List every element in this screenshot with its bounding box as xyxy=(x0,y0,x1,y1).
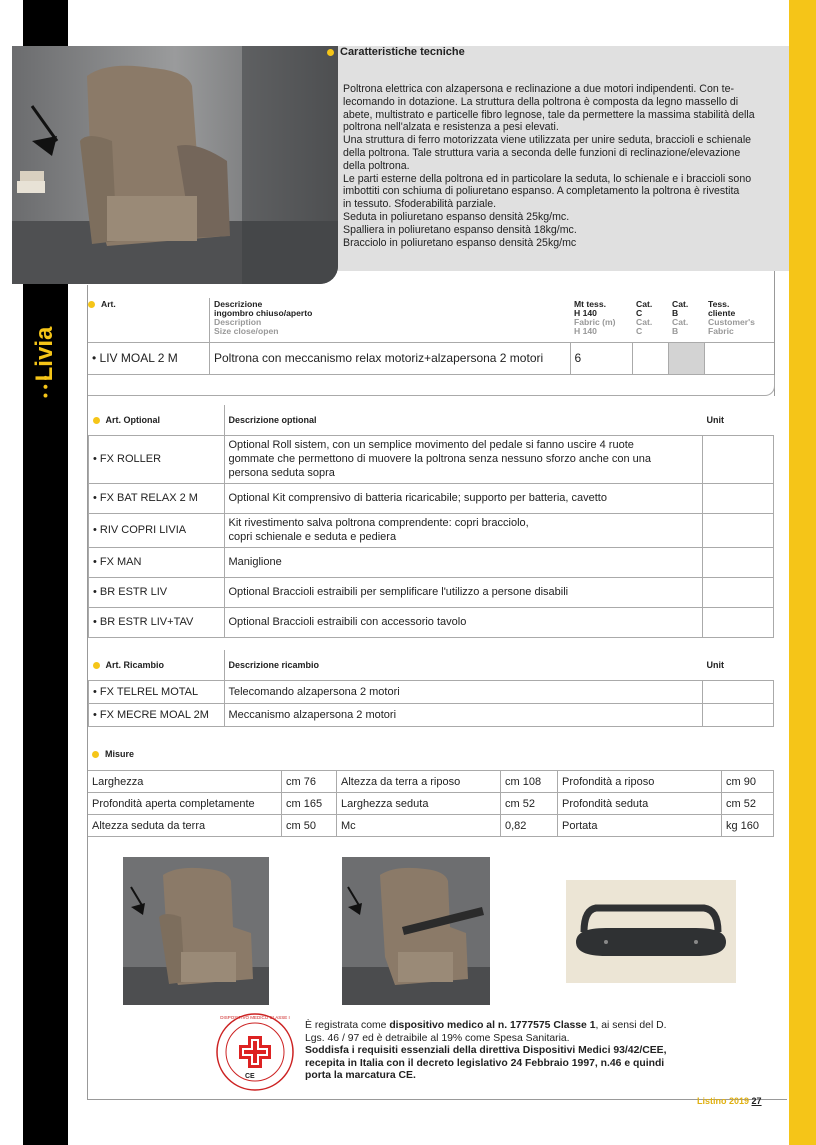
misure-value: cm 165 xyxy=(282,793,337,815)
bullet-dot-icon xyxy=(93,662,100,669)
row-unit xyxy=(703,547,774,577)
misure-label: Profondità seduta xyxy=(558,793,722,815)
table-row xyxy=(88,342,774,374)
listino-label: Listino 2019 xyxy=(697,1096,750,1106)
table-row xyxy=(88,771,774,793)
right-yellow-bar xyxy=(789,0,816,1145)
header-desc-optional: Descrizione optional xyxy=(224,405,703,435)
row-cat-c xyxy=(632,342,668,374)
ricambio-header xyxy=(89,650,774,680)
photo-chair-remote xyxy=(123,857,269,1005)
row-description: Maniglione xyxy=(224,547,703,577)
misure-table xyxy=(88,770,774,837)
row-code: • BR ESTR LIV xyxy=(89,577,225,607)
photo-chair-table xyxy=(342,857,490,1005)
misure-label: Altezza da terra a riposo xyxy=(337,771,501,793)
misure-label: Larghezza seduta xyxy=(337,793,501,815)
row-description: Optional Kit comprensivo di batteria ricaricabile; supporto per batteria, cavetto xyxy=(224,483,703,513)
bullet-dot-icon xyxy=(88,301,95,308)
misure-label: Larghezza xyxy=(88,771,282,793)
misure-value: cm 108 xyxy=(501,771,558,793)
row-description: Kit rivestimento salva poltrona comprendente: copri bracciolo, copri schienale e seduta e pediera xyxy=(224,513,703,547)
misure-label: Portata xyxy=(558,815,722,837)
article-table xyxy=(88,298,774,375)
table-row xyxy=(88,793,774,815)
row-unit xyxy=(703,483,774,513)
row-mt: 6 xyxy=(570,342,632,374)
ricambio-table xyxy=(88,650,774,727)
misure-label: Profondità a riposo xyxy=(558,771,722,793)
row-code: • FX BAT RELAX 2 M xyxy=(89,483,225,513)
bullet-dot-icon xyxy=(92,751,99,758)
misure-label: Mc xyxy=(337,815,501,837)
row-unit xyxy=(703,435,774,483)
seal-text: DISPOSITIVO MEDICO CLASSE I xyxy=(220,1015,290,1020)
bullet-dot-icon xyxy=(327,49,334,56)
row-tess-cliente xyxy=(704,342,774,374)
optional-header xyxy=(89,405,774,435)
misure-heading: Misure xyxy=(92,749,134,759)
header-unit: Unit xyxy=(706,414,724,425)
bullet-dot-icon xyxy=(93,417,100,424)
row-description: Optional Roll sistem, con un semplice movimento del pedale si fanno uscire 4 ruote gommate che permettono di muovere la poltrona senza nessuno sforzo anche con una persona seduta sopra xyxy=(224,435,703,483)
table-row xyxy=(89,607,774,637)
misure-value: cm 52 xyxy=(722,793,774,815)
misure-value: cm 76 xyxy=(282,771,337,793)
header-art: Art. xyxy=(88,298,210,342)
row-unit xyxy=(703,607,774,637)
row-unit xyxy=(703,703,774,726)
misure-value: cm 50 xyxy=(282,815,337,837)
tech-heading: Caratteristiche tecniche xyxy=(327,46,465,58)
row-code: • FX MECRE MOAL 2M xyxy=(89,703,225,726)
row-code: • FX MAN xyxy=(89,547,225,577)
misure-value: cm 52 xyxy=(501,793,558,815)
table-row xyxy=(89,703,774,726)
medical-note: È registrata come dispositivo medico al n. 1777575 Classe 1, ai sensi del D. Lgs. 46 / 97 ed è detraibile al 19% come Spesa Sanitaria. Soddisfa i requisiti essenziali della direttiva Dispositivi Medici 93/42/CEE, recepita in Italia con il decreto legislativo 24 Febbraio 1997, n.46 e quindi porta la marcatura CE. xyxy=(305,1020,667,1081)
seal-ce: CE xyxy=(245,1073,255,1080)
row-unit xyxy=(703,577,774,607)
frame-bottom-line xyxy=(87,1099,787,1100)
header-tess-cliente: Tess. cliente Customer's Fabric xyxy=(704,298,774,342)
row-code: • FX ROLLER xyxy=(89,435,225,483)
header-description: Descrizione ingombro chiuso/aperto Description Size close/open xyxy=(210,298,571,342)
misure-label: Profondità aperta completamente xyxy=(88,793,282,815)
header-unit: Unit xyxy=(706,659,724,670)
row-unit xyxy=(703,680,774,703)
row-code: • BR ESTR LIV+TAV xyxy=(89,607,225,637)
product-name: Livia xyxy=(31,326,58,382)
header-art-optional: Art. Optional xyxy=(89,405,225,435)
row-description: Telecomando alzapersona 2 motori xyxy=(224,680,703,703)
table-row xyxy=(89,513,774,547)
table-row xyxy=(89,435,774,483)
header-cat-c: Cat. C Cat. C xyxy=(632,298,668,342)
row-cat-b xyxy=(668,342,704,374)
page-number: 27 xyxy=(751,1096,762,1106)
table-row xyxy=(88,815,774,837)
row-description: Meccanismo alzapersona 2 motori xyxy=(224,703,703,726)
row-code: • LIV MOAL 2 M xyxy=(88,342,210,374)
row-code: • FX TELREL MOTAL xyxy=(89,680,225,703)
misure-value: kg 160 xyxy=(722,815,774,837)
table-row xyxy=(89,483,774,513)
row-description: Optional Braccioli estraibili con accessorio tavolo xyxy=(224,607,703,637)
row-description: Poltrona con meccanismo relax motoriz+alzapersona 2 motori xyxy=(210,342,571,374)
misure-value: cm 90 xyxy=(722,771,774,793)
vertical-title xyxy=(20,290,70,420)
misure-value: 0,82 xyxy=(501,815,558,837)
article-table-end xyxy=(88,375,775,396)
medical-device-seal xyxy=(215,1012,295,1092)
header-art-ricambio: Art. Ricambio xyxy=(89,650,225,680)
row-unit xyxy=(703,513,774,547)
header-mt-tess: Mt tess. H 140 Fabric (m) H 140 xyxy=(570,298,632,342)
tech-description: Poltrona elettrica con alzapersona e reclinazione a due motori indipendenti. Con te- lecomando in dotazione. La struttura della poltrona è composta da legno massello di abete, multistrato e particelle fibro legnose, tale da permettere la massima stabilità della poltrona nell'alzata e resistenza a pesi elevati. Una struttura di ferro motorizzata viene utilizzata per unire seduta, braccioli e schienale della poltrona. Tale struttura varia a seconda delle funzioni di reclinazione/elevazione della poltrona. Le parti esterne della poltrona ed in particolare la seduta, lo schienale e i braccioli sono imbottiti con schiuma di poliuretano espanso. A completamento la poltrona è rivestita in tessuto. Sfoderabilità parziale. Seduta in poliuretano espanso densità 25kg/mc. Spalliera in poliuretano espanso densità 18kg/mc. Bracciolo in poliuretano espanso densità 25kg/mc xyxy=(343,83,755,249)
header-cat-b: Cat. B Cat. B xyxy=(668,298,704,342)
table-row xyxy=(89,577,774,607)
misure-label: Altezza seduta da terra xyxy=(88,815,282,837)
sidebar-dots: • • • xyxy=(37,375,53,398)
header-desc-ricambio: Descrizione ricambio xyxy=(224,650,703,680)
optional-table xyxy=(88,405,774,638)
row-code: • RIV COPRI LIVIA xyxy=(89,513,225,547)
row-description: Optional Braccioli estraibili per semplificare l'utilizzo a persone disabili xyxy=(224,577,703,607)
photo-handle xyxy=(566,880,736,983)
table-row xyxy=(89,680,774,703)
hero-photo xyxy=(12,46,338,284)
table-row xyxy=(89,547,774,577)
page-footer xyxy=(697,1096,762,1106)
